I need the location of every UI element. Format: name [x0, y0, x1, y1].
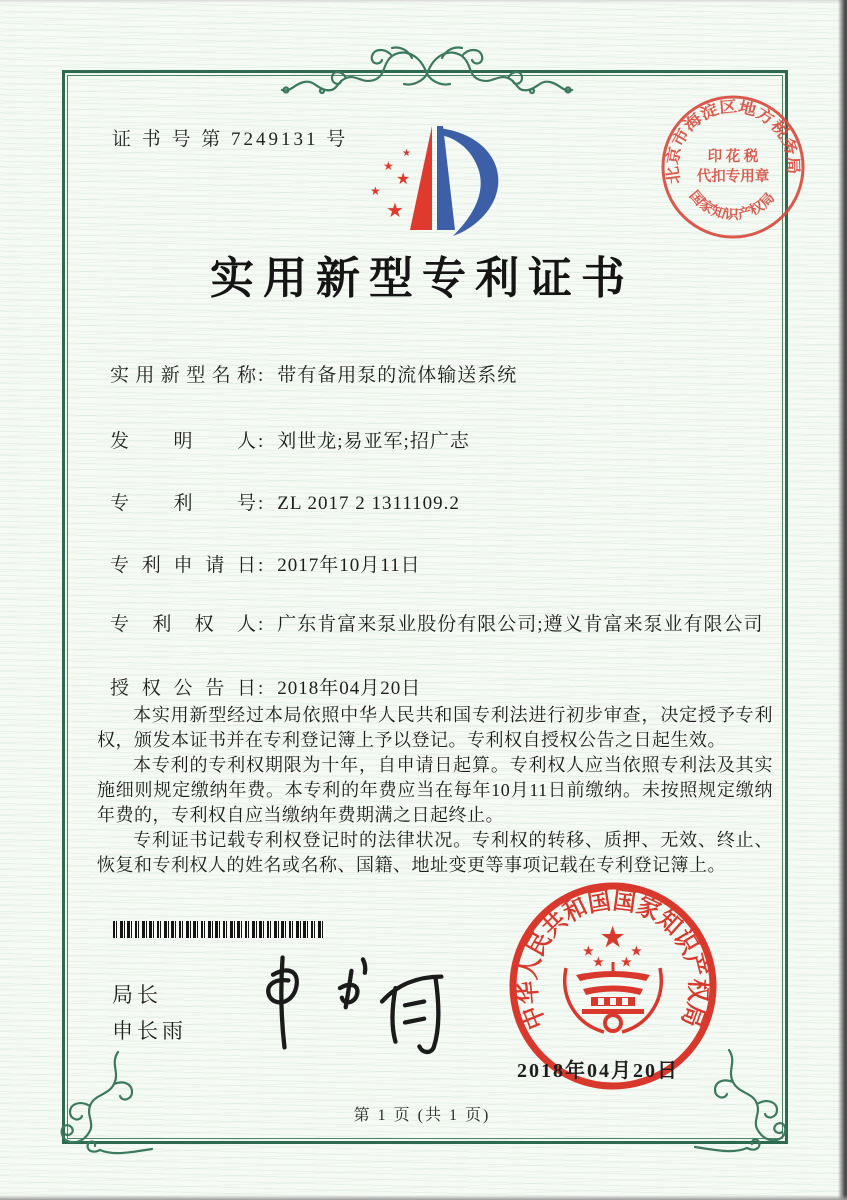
tax-office-stamp	[658, 92, 808, 242]
svg-text:★: ★	[601, 923, 625, 952]
svg-text:代扣专用章: 代扣专用章	[696, 169, 770, 185]
page-footer: 第 1 页 (共 1 页)	[353, 1107, 491, 1124]
svg-text:★: ★	[386, 198, 404, 222]
barcode	[113, 921, 325, 938]
scan-edge-top	[0, 0, 847, 3]
body-paragraph: 本实用新型经过本局依照中华人民共和国专利法进行初步审查，决定授予专利权，颁发本证书并在专利登记簿上予以登记。专利权自授权公告之日起生效。	[97, 705, 773, 750]
director-signature	[238, 946, 463, 1056]
director-title: 局长	[112, 983, 162, 1007]
svg-text:★: ★	[383, 159, 394, 173]
field-patentee: 专利权人 : 广东肯富来泵业股份有限公司;遵义肯富来泵业有限公司	[110, 614, 764, 635]
svg-text:★: ★	[370, 184, 381, 198]
field-inventors: 发明人 : 刘世龙;易亚军;招广志	[110, 431, 470, 452]
field-filing-date: 专利申请日 : 2017年10月11日	[110, 555, 421, 576]
svg-text:★: ★	[631, 944, 642, 958]
certificate-title: 实用新型专利证书	[210, 254, 634, 303]
certificate-number: 证 书 号 第 7249131 号	[112, 129, 349, 150]
cnipa-logo-icon	[335, 108, 520, 236]
certificate-body	[97, 703, 773, 878]
svg-text:★: ★	[593, 955, 604, 969]
svg-text:中华人民共和国国家知识产权局: 中华人民共和国国家知识产权局	[514, 887, 712, 1033]
field-patent-number: 专利号 : ZL 2017 2 1311109.2	[110, 493, 460, 514]
svg-text:印 花 税: 印 花 税	[707, 149, 759, 165]
issue-date: 2018年04月20日	[517, 1060, 679, 1082]
svg-text:★: ★	[583, 944, 594, 958]
svg-text:★: ★	[402, 148, 411, 159]
field-grant-date: 授权公告日 : 2018年04月20日	[110, 678, 422, 699]
logo-red-wedge	[410, 126, 432, 230]
logo-blue-bar	[437, 126, 455, 230]
scan-edge-bottom	[0, 1195, 847, 1200]
national-emblem-icon	[565, 923, 662, 1032]
logo-stars	[370, 148, 411, 222]
svg-text:★: ★	[396, 169, 411, 188]
top-border-ornament	[262, 36, 592, 106]
svg-text:★: ★	[621, 955, 632, 969]
scan-edge-right	[838, 0, 847, 1200]
body-paragraph: 本专利的专利权期限为十年，自申请日起算。专利权人应当依照专利法及其实施细则规定缴纳年费。本专利的年费应当在每年10月11日前缴纳。未按照规定缴纳年费的，专利权自应当缴纳年费期满之日起终止。	[97, 755, 773, 825]
field-utility-model-name: 实用新型名称 : 带有备用泵的流体输送系统	[110, 365, 518, 386]
svg-text:北京市海淀区地方税务局: 北京市海淀区地方税务局	[664, 98, 802, 186]
svg-text:国家知识产权局: 国家知识产权局	[686, 187, 777, 223]
director-name: 申长雨	[112, 1019, 187, 1043]
body-paragraph: 专利证书记载专利权登记时的法律状况。专利权的转移、质押、无效、终止、恢复和专利权人的姓名或名称、国籍、地址变更等事项记载在专利登记簿上。	[97, 830, 773, 875]
